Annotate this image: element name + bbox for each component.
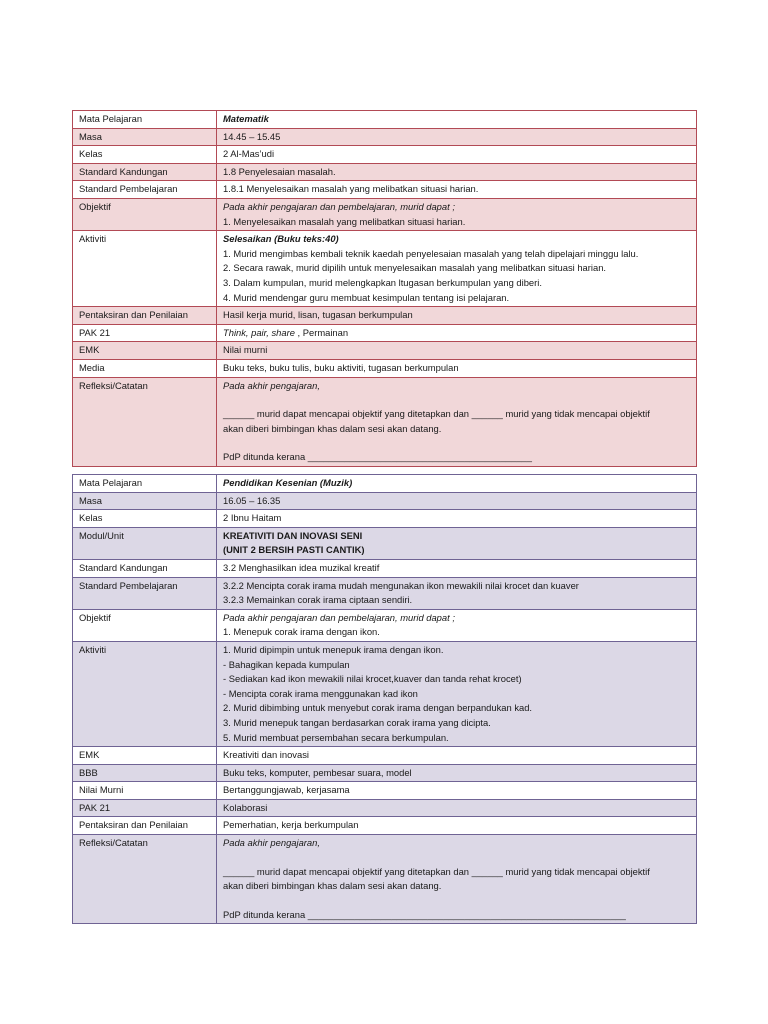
spacer: [223, 436, 690, 450]
refleksi-intro: Pada akhir pengajaran,: [223, 379, 320, 391]
label-pak21: PAK 21: [73, 324, 217, 342]
value-mata-pelajaran: Pendidikan Kesenian (Muzik): [217, 475, 697, 493]
row-kelas: [73, 146, 697, 164]
value-emk: Kreativiti dan inovasi: [217, 747, 697, 765]
objektif-intro: Pada akhir pengajaran dan pembelajaran, murid dapat ;: [223, 200, 455, 212]
row-media: [73, 359, 697, 377]
label-pentaksiran: Pentaksiran dan Penilaian: [73, 307, 217, 325]
value-masa: 14.45 – 15.45: [217, 128, 697, 146]
aktiviti-item: 1. Murid dipimpin untuk menepuk irama dengan ikon.: [223, 643, 444, 655]
label-pak21: PAK 21: [73, 799, 217, 817]
row-kelas: [73, 510, 697, 528]
row-pentaksiran: [73, 817, 697, 835]
row-refleksi: [73, 835, 697, 924]
value-pentaksiran: Hasil kerja murid, lisan, tugasan berkumpulan: [217, 307, 697, 325]
refleksi-pdp: PdP ditunda kerana _____________________________________________________________: [223, 908, 626, 920]
row-emk: [73, 342, 697, 360]
label-standard-kandungan: Standard Kandungan: [73, 559, 217, 577]
label-kelas: Kelas: [73, 510, 217, 528]
aktiviti-heading: Selesaikan (Buku teks:40): [223, 233, 339, 245]
value-bbb: Buku teks, komputer, pembesar suara, model: [217, 764, 697, 782]
aktiviti-item: - Mencipta corak irama menggunakan kad ikon: [223, 687, 418, 699]
pak21-italic: Think, pair, share: [223, 326, 295, 338]
value-masa: 16.05 – 16.35: [217, 492, 697, 510]
row-standard-pembelajaran: [73, 577, 697, 609]
value-media: Buku teks, buku tulis, buku aktiviti, tugasan berkumpulan: [217, 359, 697, 377]
row-pak21: [73, 799, 697, 817]
lesson-plan-table-matematik: [72, 110, 697, 467]
row-nilai-murni: [73, 782, 697, 800]
value-standard-pembelajaran: [217, 577, 697, 609]
value-modul: [217, 527, 697, 559]
aktiviti-item: 3. Dalam kumpulan, murid melengkapkan ltugasan berkumpulan yang diberi.: [223, 276, 542, 288]
value-aktiviti: [217, 641, 697, 746]
objektif-item: 1. Menyelesaikan masalah yang melibatkan situasi harian.: [223, 215, 466, 227]
label-modul: Modul/Unit: [73, 527, 217, 559]
row-bbb: [73, 764, 697, 782]
value-mata-pelajaran: Matematik: [217, 111, 697, 129]
lesson-plan-table-kesenian: [72, 474, 697, 924]
row-standard-kandungan: [73, 163, 697, 181]
value-standard-pembelajaran: 1.8.1 Menyelesaikan masalah yang melibatkan situasi harian.: [217, 181, 697, 199]
label-kelas: Kelas: [73, 146, 217, 164]
objektif-intro: Pada akhir pengajaran dan pembelajaran, murid dapat ;: [223, 611, 455, 623]
label-standard-pembelajaran: Standard Pembelajaran: [73, 181, 217, 199]
label-bbb: BBB: [73, 764, 217, 782]
label-pentaksiran: Pentaksiran dan Penilaian: [73, 817, 217, 835]
label-standard-pembelajaran: Standard Pembelajaran: [73, 577, 217, 609]
row-mata-pelajaran: [73, 111, 697, 129]
value-aktiviti: [217, 231, 697, 307]
standard-pembelajaran-item: 3.2.3 Memainkan corak irama ciptaan sendiri.: [223, 594, 413, 606]
pak21-rest: , Permainan: [294, 326, 349, 338]
label-standard-kandungan: Standard Kandungan: [73, 163, 217, 181]
spacer: [223, 393, 690, 407]
row-aktiviti: [73, 641, 697, 746]
row-pak21: [73, 324, 697, 342]
standard-pembelajaran-item: 3.2.2 Mencipta corak irama mudah mengunakan ikon mewakili nilai krocet dan kuaver: [223, 579, 579, 591]
row-modul: [73, 527, 697, 559]
label-aktiviti: Aktiviti: [73, 231, 217, 307]
label-emk: EMK: [73, 342, 217, 360]
refleksi-intro: Pada akhir pengajaran,: [223, 837, 320, 849]
label-nilai-murni: Nilai Murni: [73, 782, 217, 800]
label-media: Media: [73, 359, 217, 377]
label-mata-pelajaran: Mata Pelajaran: [73, 475, 217, 493]
refleksi-line: akan diberi bimbingan khas dalam sesi akan datang.: [223, 422, 442, 434]
refleksi-line: akan diberi bimbingan khas dalam sesi akan datang.: [223, 880, 442, 892]
objektif-item: 1. Menepuk corak irama dengan ikon.: [223, 626, 380, 638]
value-kelas: 2 Al-Mas’udi: [217, 146, 697, 164]
row-standard-pembelajaran: [73, 181, 697, 199]
row-objektif: [73, 198, 697, 230]
value-standard-kandungan: 3.2 Menghasilkan idea muzikal kreatif: [217, 559, 697, 577]
value-standard-kandungan: 1.8 Penyelesaian masalah.: [217, 163, 697, 181]
row-masa: [73, 128, 697, 146]
aktiviti-item: 5. Murid membuat persembahan secara berkumpulan.: [223, 731, 449, 743]
aktiviti-item: 2. Murid dibimbing untuk menyebut corak irama dengan berpandukan kad.: [223, 702, 533, 714]
row-standard-kandungan: [73, 559, 697, 577]
label-masa: Masa: [73, 128, 217, 146]
row-mata-pelajaran: [73, 475, 697, 493]
label-aktiviti: Aktiviti: [73, 641, 217, 746]
row-emk: [73, 747, 697, 765]
value-nilai-murni: Bertanggungjawab, kerjasama: [217, 782, 697, 800]
spacer: [223, 894, 690, 908]
value-emk: Nilai murni: [217, 342, 697, 360]
label-emk: EMK: [73, 747, 217, 765]
label-masa: Masa: [73, 492, 217, 510]
label-objektif: Objektif: [73, 609, 217, 641]
value-pak21: [217, 324, 697, 342]
aktiviti-item: 4. Murid mendengar guru membuat kesimpulan tentang isi pelajaran.: [223, 291, 510, 303]
modul-title: KREATIVITI DAN INOVASI SENI: [223, 529, 363, 541]
label-refleksi: Refleksi/Catatan: [73, 377, 217, 466]
value-kelas: 2 Ibnu Haitam: [217, 510, 697, 528]
aktiviti-item: - Bahagikan kepada kumpulan: [223, 658, 350, 670]
aktiviti-item: 1. Murid mengimbas kembali teknik kaedah penyelesaian masalah yang telah dipelajari minggu lalu.: [223, 247, 639, 259]
modul-unit: (UNIT 2 BERSIH PASTI CANTIK): [223, 544, 365, 556]
row-objektif: [73, 609, 697, 641]
spacer: [223, 851, 690, 865]
label-mata-pelajaran: Mata Pelajaran: [73, 111, 217, 129]
row-pentaksiran: [73, 307, 697, 325]
row-aktiviti: [73, 231, 697, 307]
label-refleksi: Refleksi/Catatan: [73, 835, 217, 924]
row-masa: [73, 492, 697, 510]
aktiviti-item: 2. Secara rawak, murid dipilih untuk menyelesaikan masalah yang melibatkan situasi harian.: [223, 262, 607, 274]
refleksi-pdp: PdP ditunda kerana ___________________________________________: [223, 451, 532, 463]
value-pak21: Kolaborasi: [217, 799, 697, 817]
label-objektif: Objektif: [73, 198, 217, 230]
value-objektif: [217, 609, 697, 641]
value-refleksi: [217, 835, 697, 924]
refleksi-line: ______ murid dapat mencapai objektif yang ditetapkan dan ______ murid yang tidak mencapai objektif: [223, 408, 650, 420]
row-refleksi: [73, 377, 697, 466]
aktiviti-item: - Sediakan kad ikon mewakili nilai krocet,kuaver dan tanda rehat krocet): [223, 673, 522, 685]
aktiviti-item: 3. Murid menepuk tangan berdasarkan corak irama yang dicipta.: [223, 716, 491, 728]
value-refleksi: [217, 377, 697, 466]
refleksi-line: ______ murid dapat mencapai objektif yang ditetapkan dan ______ murid yang tidak mencapai objektif: [223, 865, 650, 877]
value-objektif: [217, 198, 697, 230]
value-pentaksiran: Pemerhatian, kerja berkumpulan: [217, 817, 697, 835]
